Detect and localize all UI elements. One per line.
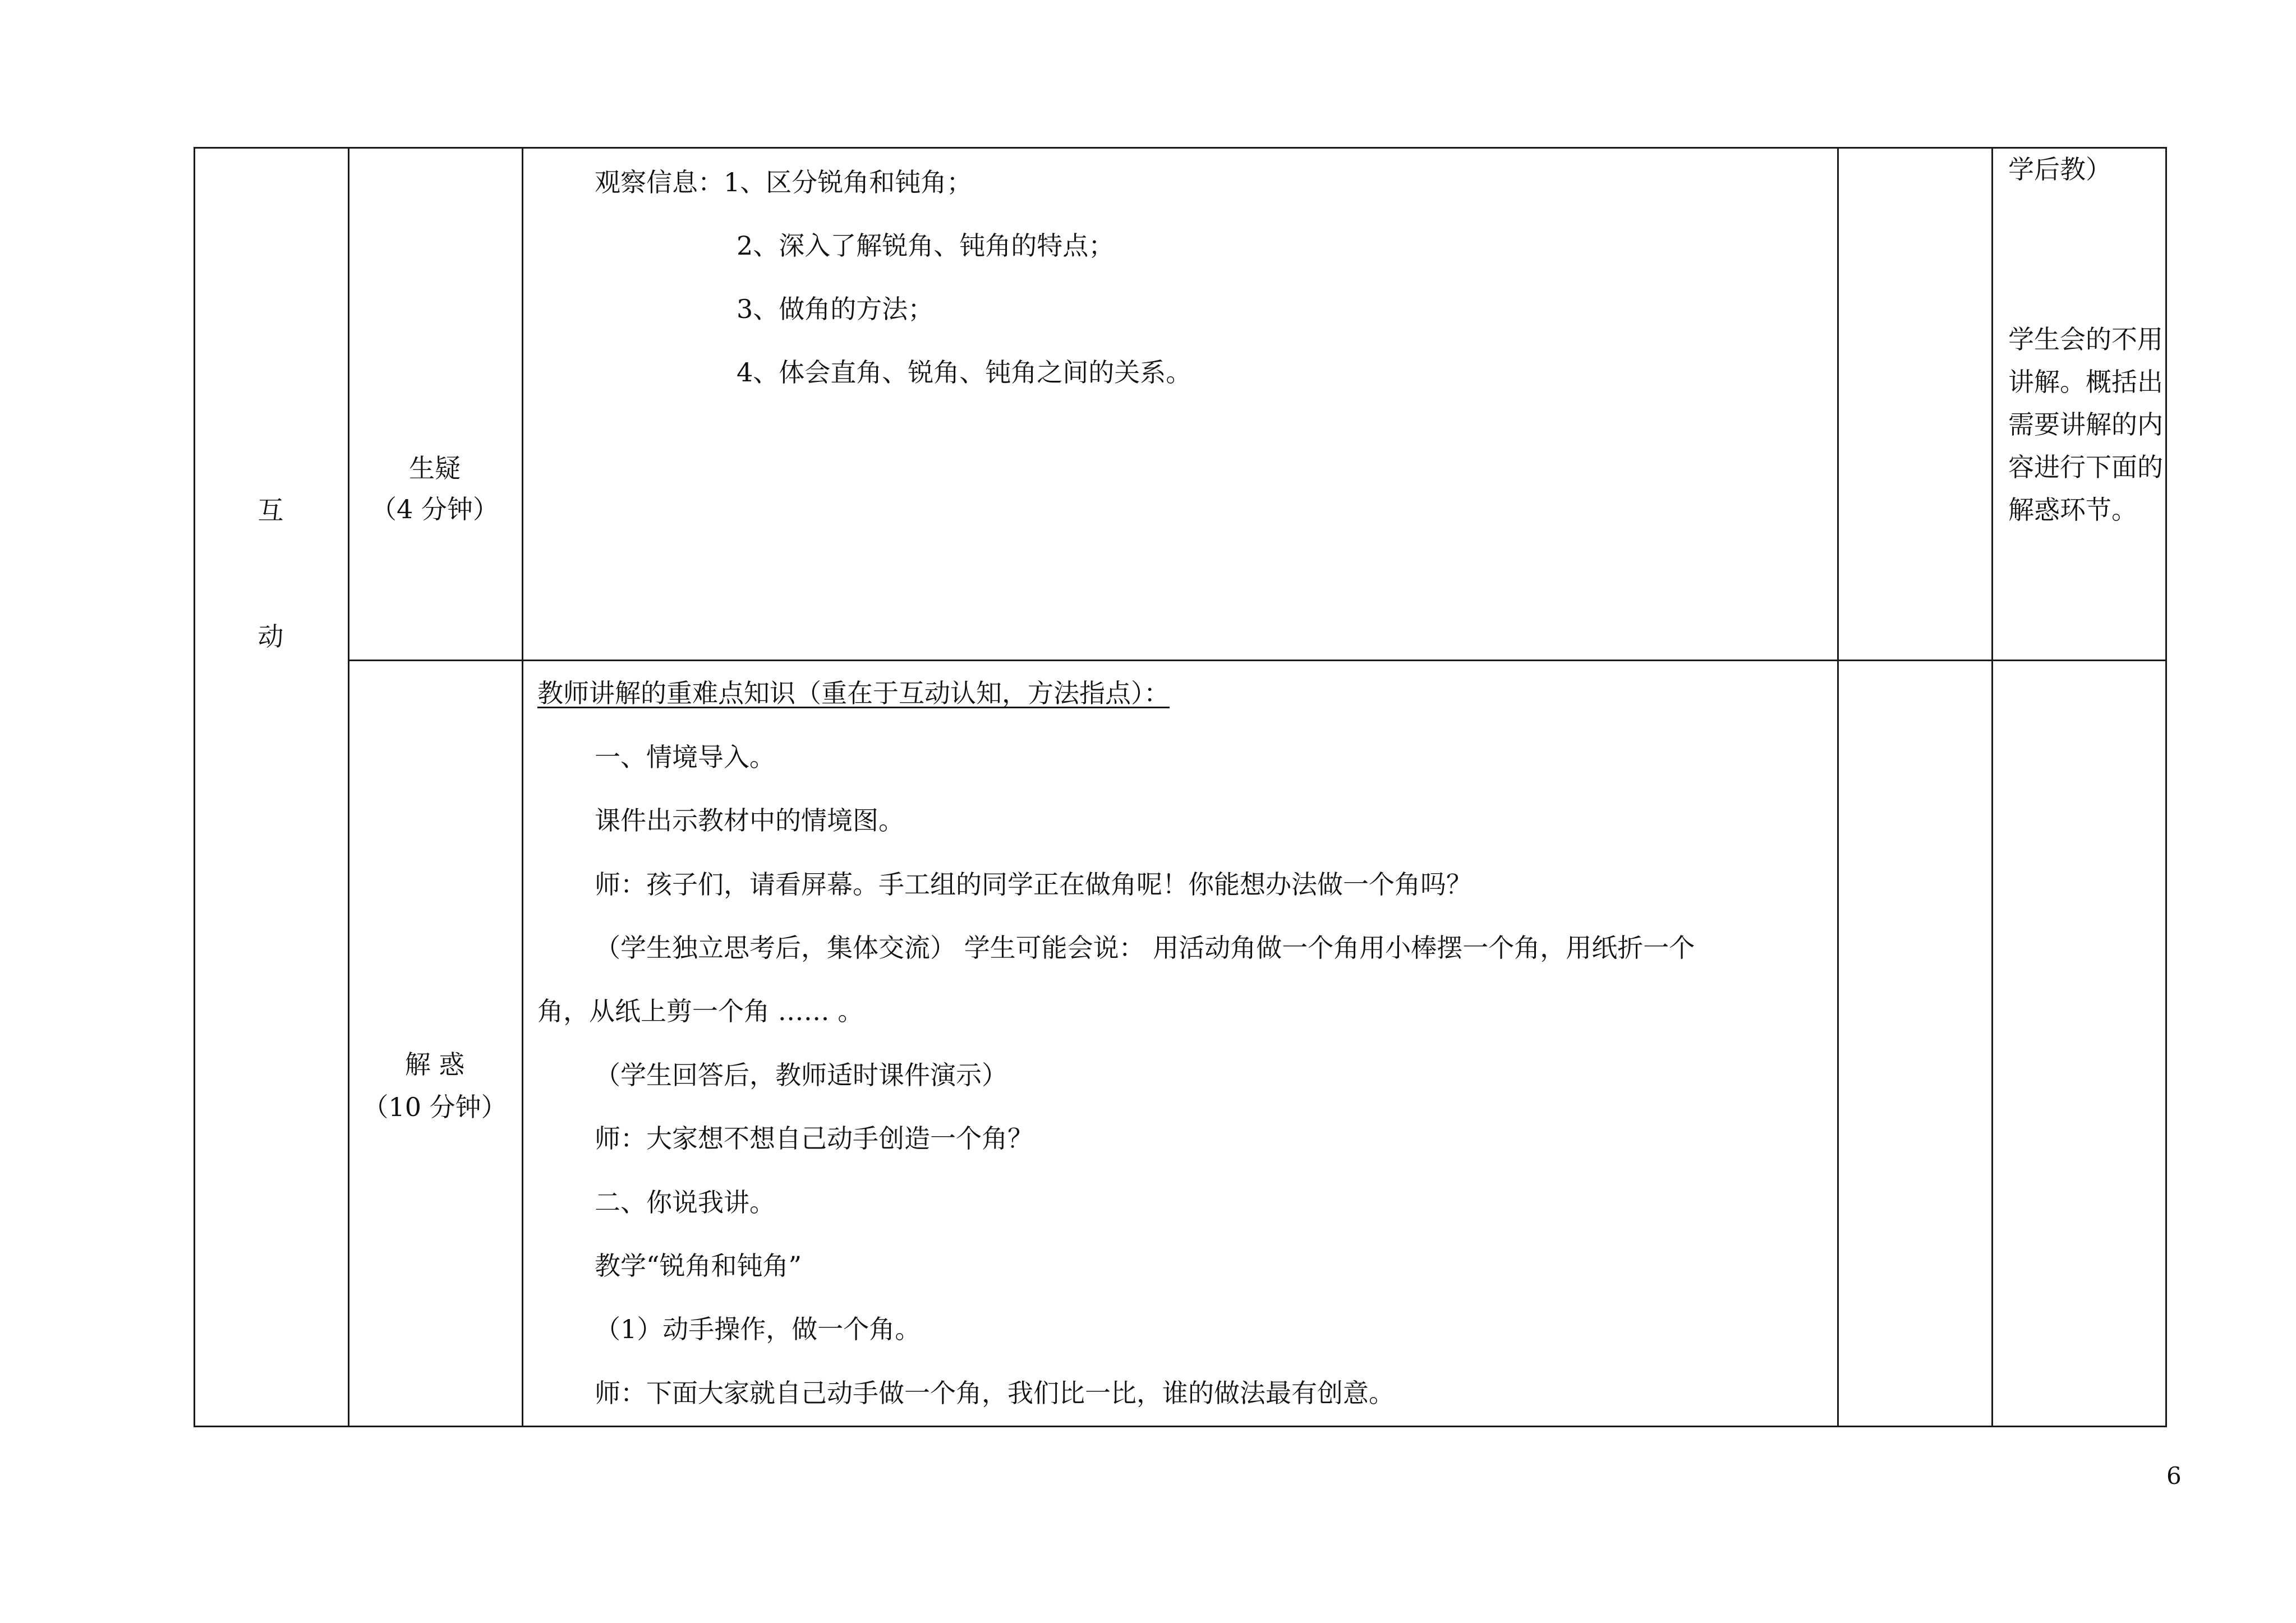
row1-note-top: 学后教） — [2008, 154, 2111, 185]
column-divider-content — [1837, 147, 1839, 1427]
row2-line: 二、你说我讲。 — [595, 1187, 775, 1218]
row1-note: 学生会的不用讲解。概括出需要讲解的内容进行下面的解惑环节。 — [2008, 324, 2163, 525]
row-divider — [348, 660, 2167, 661]
row2-line: （学生独立思考后，集体交流） 学生可能会说： 用活动角做一个角用小棒摆一个角，用纸折一个 — [595, 933, 1695, 963]
table-bottom-border — [194, 1426, 2167, 1427]
row2-line: 教学“锐角和钝角” — [595, 1251, 802, 1281]
row2-line: （学生回答后，教师适时课件演示） — [595, 1060, 1007, 1090]
row2-line: 一、情境导入。 — [595, 742, 775, 772]
column-divider-stage — [348, 147, 349, 1427]
table-top-border — [194, 147, 2167, 149]
column-divider-label — [522, 147, 523, 1427]
stage-char-2: 动 — [257, 621, 284, 652]
row1-content-line: 观察信息：1、区分锐角和钝角； — [595, 167, 973, 197]
row2-line: 课件出示教材中的情境图。 — [595, 805, 904, 836]
column-divider-blank — [1991, 147, 1993, 1427]
row1-content-line: 3、做角的方法； — [737, 294, 934, 324]
row1-label: 生疑 — [409, 453, 461, 483]
row1-content-line: 4、体会直角、锐角、钝角之间的关系。 — [737, 357, 1192, 388]
row2-line: 师：下面大家就自己动手做一个角，我们比一比，谁的做法最有创意。 — [595, 1378, 1395, 1408]
row2-line: （1）动手操作，做一个角。 — [595, 1314, 921, 1344]
page-number: 6 — [2166, 1462, 2182, 1490]
stage-char-1: 互 — [257, 495, 284, 525]
row2-line: 师：大家想不想自己动手创造一个角？ — [595, 1123, 1033, 1154]
row2-duration: （10 分钟） — [362, 1092, 507, 1122]
row2-heading: 教师讲解的重难点知识（重在于互动认知，方法指点）： — [537, 678, 1170, 708]
row2-label: 解 惑 — [404, 1049, 465, 1080]
row2-line: 师：孩子们，请看屏幕。手工组的同学正在做角呢！你能想办法做一个角吗？ — [595, 869, 1472, 900]
row2-line: 角，从纸上剪一个角 …… 。 — [537, 996, 864, 1026]
table-left-border — [194, 147, 195, 1427]
row1-duration: （4 分钟） — [371, 494, 499, 524]
row1-content-line: 2、深入了解锐角、钝角的特点； — [737, 230, 1115, 261]
